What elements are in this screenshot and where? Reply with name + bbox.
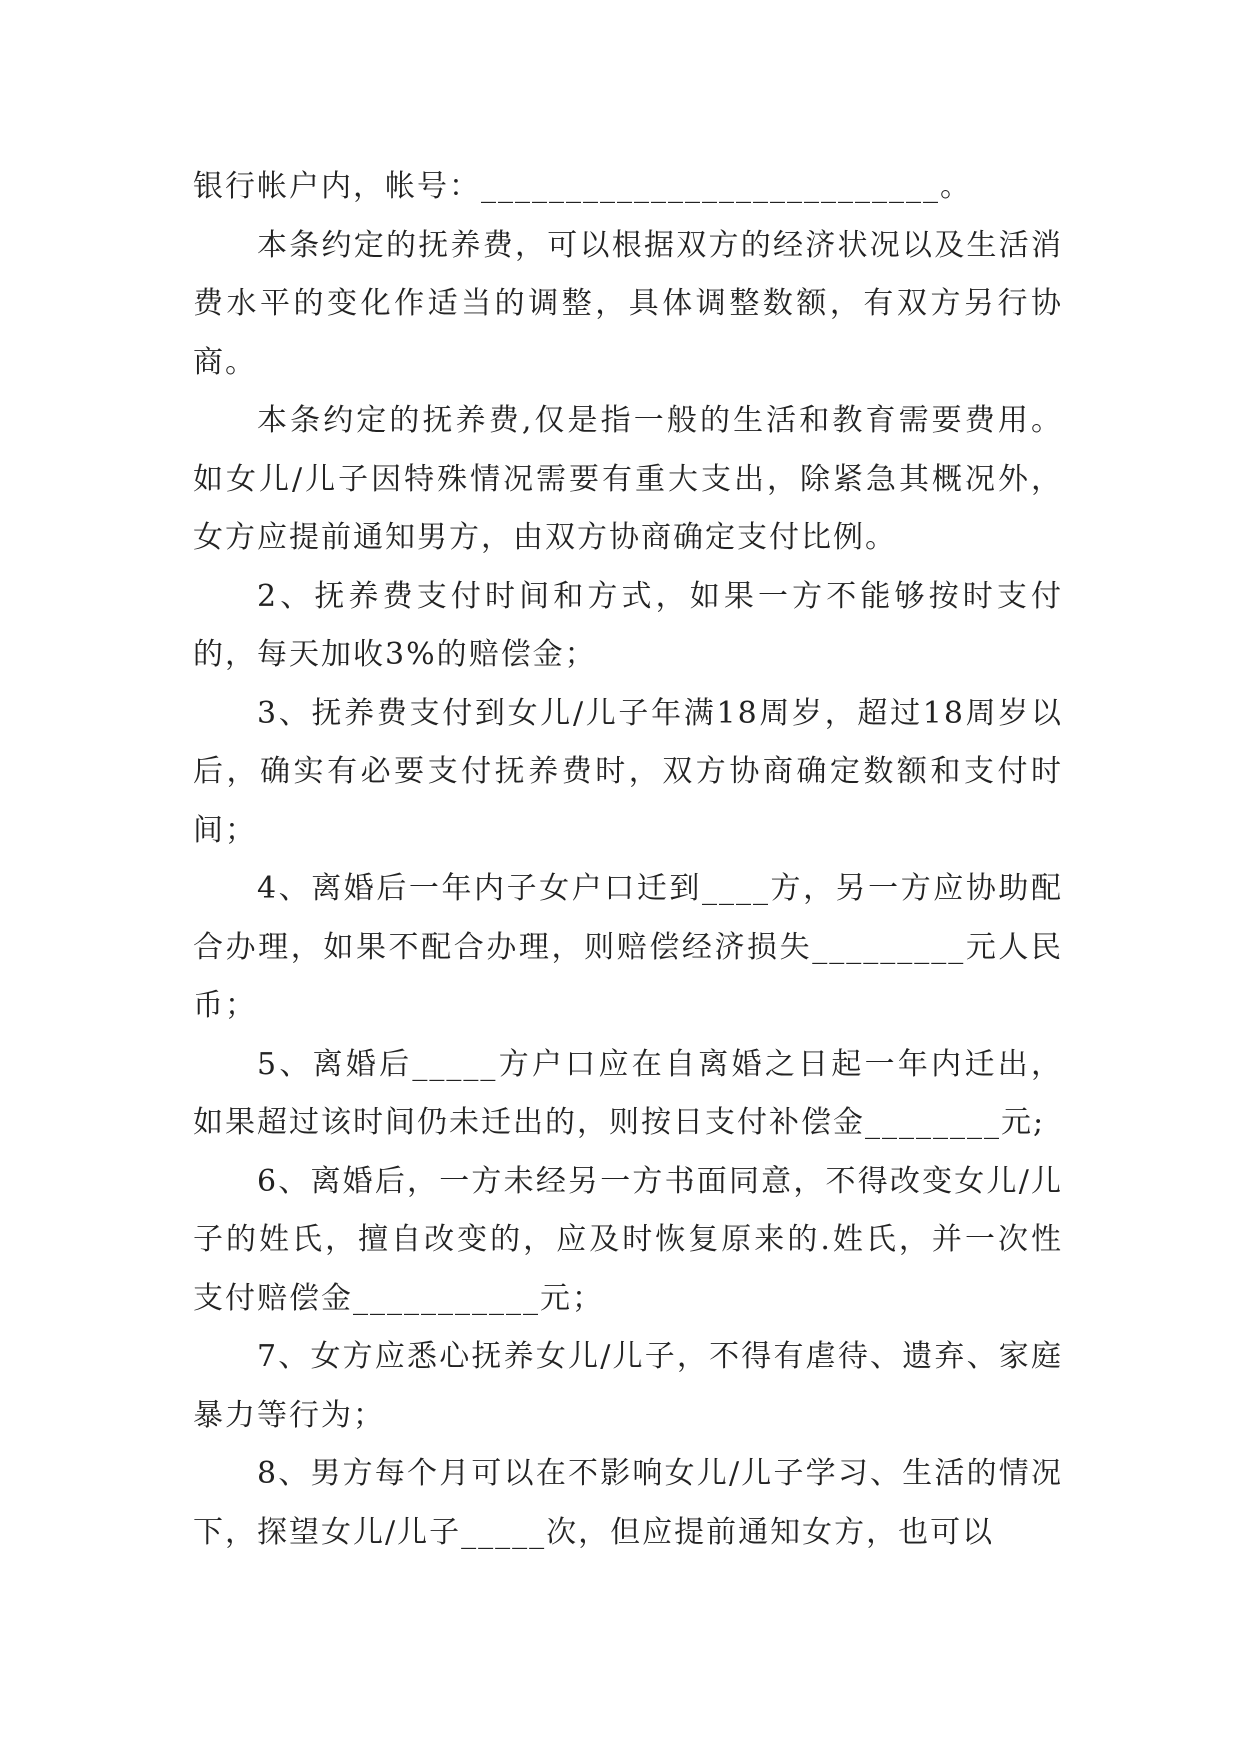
clause-4-household-registration: 4、离婚后一年内子女户口迁到____方，另一方应协助配合办理，如果不配合办理，则赔偿经济损失_________元人民币；: [193, 871, 1063, 1023]
clause-5-move-out: 5、离婚后_____方户口应在自离婚之日起一年内迁出，如果超过该时间仍未迁出的，则按日支付补偿金________元;: [193, 1046, 1063, 1140]
paragraph-support-adjustment: 本条约定的抚养费，可以根据双方的经济状况以及生活消费水平的变化作适当的调整，具体调整数额，有双方另行协商。: [193, 227, 1063, 380]
paragraph-support-scope: 本条约定的抚养费,仅是指一般的生活和教育需要费用。如女儿/儿子因特殊情况需要有重大支出，除紧急其概况外，女方应提前通知男方，由双方协商确定支付比例。: [193, 403, 1063, 555]
clause-7-care: 7、女方应悉心抚养女儿/儿子，不得有虐待、遗弃、家庭暴力等行为；: [193, 1339, 1063, 1433]
clause-3-payment-duration: 3、抚养费支付到女儿/儿子年满18周岁，超过18周岁以后，确实有必要支付抚养费时，双方协商确定数额和支付时间；: [193, 695, 1063, 848]
document-body: [193, 158, 1063, 1562]
clause-6-surname: 6、离婚后，一方未经另一方书面同意，不得改变女儿/儿子的姓氏，擅自改变的，应及时恢复原来的.姓氏，并一次性支付赔偿金___________元；: [193, 1163, 1063, 1316]
clause-8-visitation: 8、男方每个月可以在不影响女儿/儿子学习、生活的情况下，探望女儿/儿子_____次，但应提前通知女方，也可以: [193, 1456, 1063, 1550]
clause-2-payment-method: 2、抚养费支付时间和方式，如果一方不能够按时支付的，每天加收3%的赔偿金；: [193, 578, 1063, 672]
paragraph-account-number: 银行帐户内，帐号：___________________________。: [193, 169, 972, 204]
